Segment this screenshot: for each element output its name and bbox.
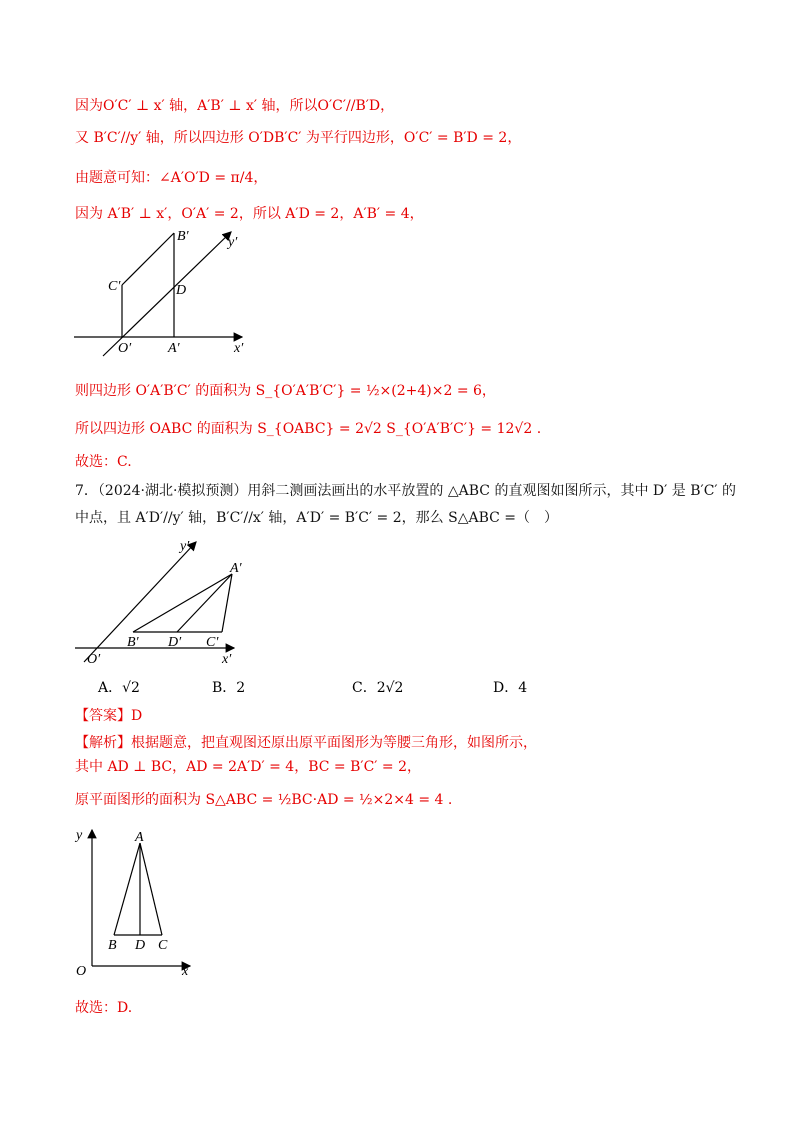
label-x: x′ [234,341,244,356]
analysis-line-2: 其中 AD ⊥ BC，AD = 2A′D′ = 4，BC = B′C′ = 2， [75,759,422,775]
label-b: B′ [127,635,139,650]
option-a[interactable]: A．√2 [98,680,140,696]
solution-line-2: 又 B′C′//y′ 轴，所以四边形 O′DB′C′ 为平行四边形，O′C′ = B′D = 2， [75,130,522,146]
solution-line-4: 因为 A′B′ ⊥ x′，O′A′ = 2，所以 A′D = 2，A′B′ = 4， [75,206,424,222]
solution-line-6: 所以四边形 OABC 的面积为 S_{OABC} = 2√2 S_{O′A′B′C′} = 12√2 . [75,421,542,437]
question-7-line-2: 中点，且 A′D′//y′ 轴，B′C′//x′ 轴，A′D′ = B′C′ = 2，那么 S△ABC =（ ） [75,510,559,526]
figure-parallelogram [70,228,260,358]
segment-ac [140,843,162,935]
label-o: O [76,964,87,979]
label-y: y′ [228,235,238,250]
solution-line-5: 则四边形 O′A′B′C′ 的面积为 S_{O′A′B′C′} = ½×(2+4)×2 = 6， [75,383,496,399]
label-o: O′ [118,341,132,356]
label-c: C′ [108,279,121,294]
label-d: D′ [168,635,182,650]
label-y: y [76,828,83,843]
figure-original-triangle [72,825,202,985]
option-b[interactable]: B．2 [212,680,246,696]
analysis-line-3: 原平面图形的面积为 S△ABC = ½BC·AD = ½×2×4 = 4 . [75,792,453,808]
label-d: D [135,938,146,953]
label-a: A [135,830,144,845]
label-d: D [176,283,187,298]
solution-line-1: 因为O′C′ ⊥ x′ 轴，A′B′ ⊥ x′ 轴，所以O′C′//B′D， [75,98,395,114]
segment-ab [114,843,140,935]
label-a: A′ [230,561,242,576]
solution-line-3: 由题意可知：∠A′O′D = π/4， [75,170,268,186]
label-b: B′ [177,229,189,244]
analysis-line-1: 【解析】根据题意，把直观图还原出原平面图形为等腰三角形，如图所示， [75,735,537,751]
final-answer: 故选：D. [75,1000,133,1016]
segment-ab [133,574,232,632]
label-a: A′ [168,341,180,356]
label-y: y′ [180,539,190,554]
solution-line-7: 故选：C. [75,454,132,470]
label-c: C′ [206,635,219,650]
segment-cb [122,233,174,285]
option-d[interactable]: D．4 [493,680,528,696]
question-7-line-1: 7．（2024·湖北·模拟预测）用斜二测画法画出的水平放置的 △ABC 的直观图如图所示，其中 D′ 是 B′C′ 的 [75,483,737,499]
label-x: x′ [222,652,232,667]
label-o: O′ [87,652,101,667]
option-c[interactable]: C．2√2 [352,680,404,696]
figure-oblique-triangle [72,538,252,668]
label-x: x [182,964,189,979]
answer-line: 【答案】D [75,708,143,724]
label-c: C [158,938,168,953]
label-b: B [108,938,117,953]
